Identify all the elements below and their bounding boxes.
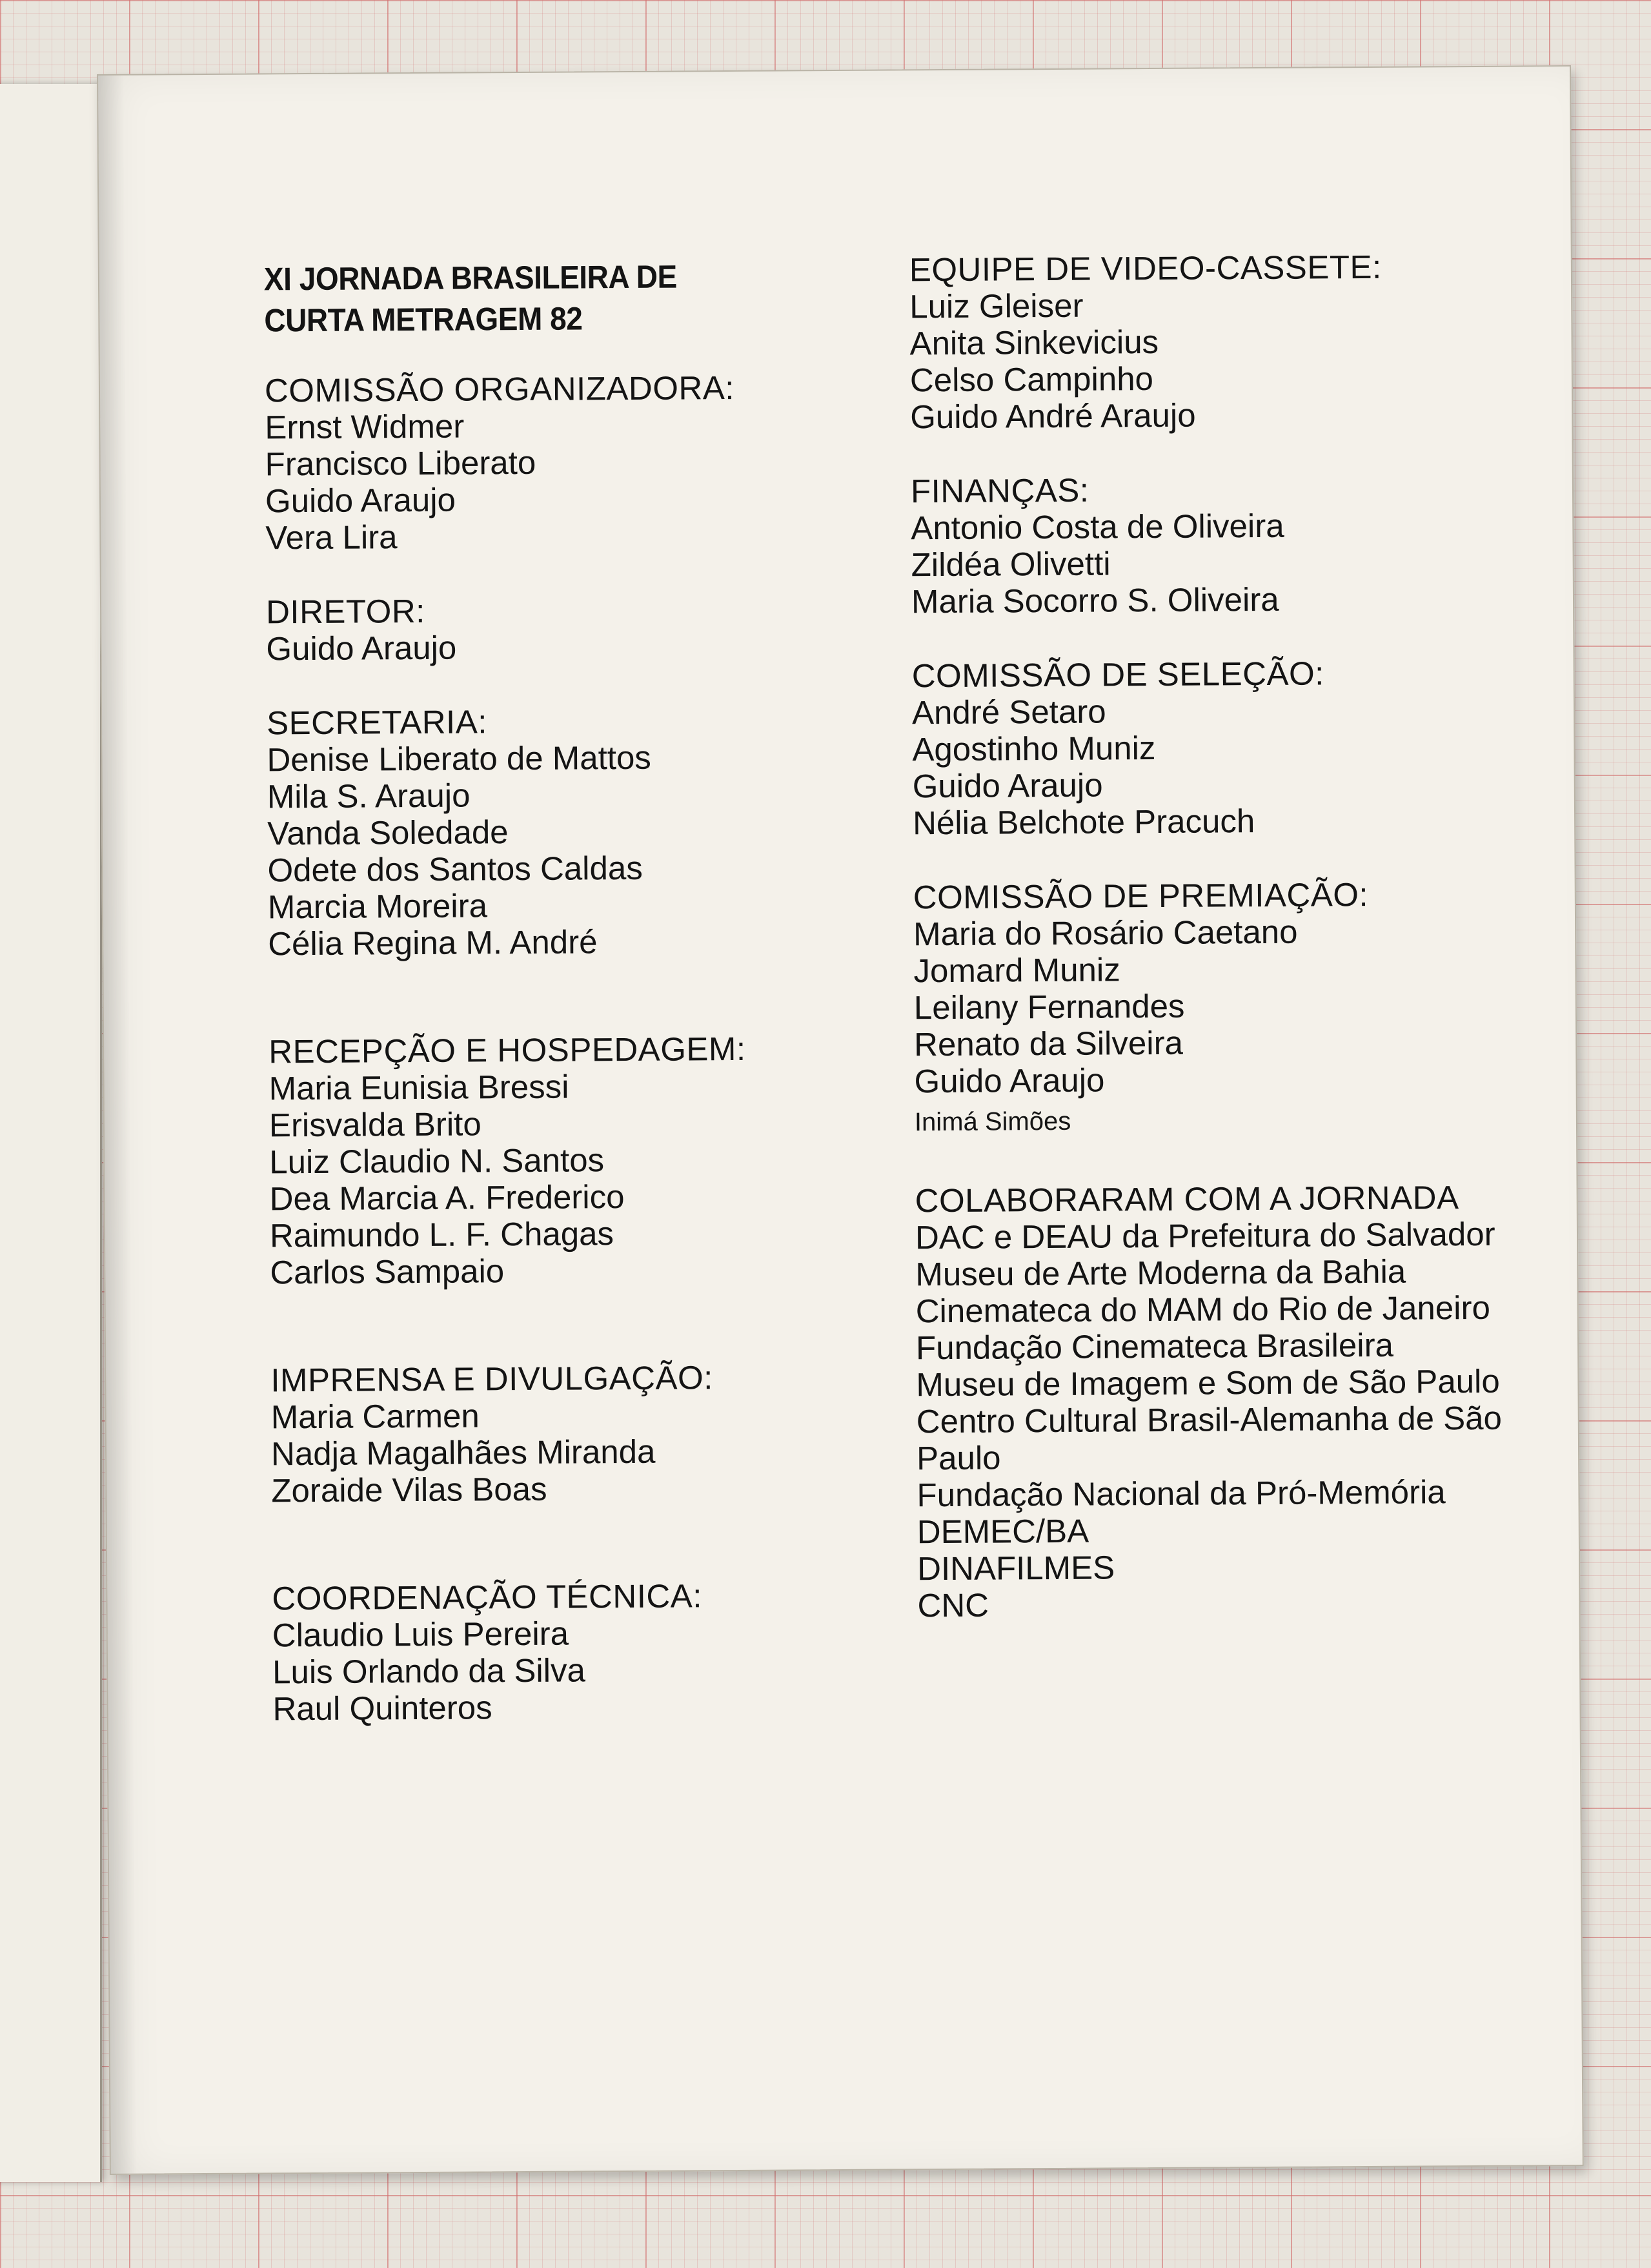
booklet-page <box>97 65 1584 2175</box>
title-line-1: XI JORNADA BRASILEIRA DE <box>263 258 677 298</box>
section-comissao-organizadora <box>265 369 879 557</box>
list-item: Vera Lira <box>265 518 398 557</box>
section-heading: DIRETOR: <box>265 592 426 631</box>
list-item: Guido André Araujo <box>910 396 1196 436</box>
list-item: Museu de Arte Moderna da Bahia <box>915 1252 1406 1293</box>
list-item: Renato da Silveira <box>914 1024 1184 1063</box>
list-item: Guido Araujo <box>266 629 457 668</box>
facing-page-edge <box>0 84 102 2182</box>
section-heading: RECEPÇÃO E HOSPEDAGEM: <box>268 1030 746 1070</box>
section-secretaria <box>267 701 881 963</box>
section-heading: EQUIPE DE VIDEO-CASSETE: <box>909 248 1382 289</box>
list-item: Maria do Rosário Caetano <box>913 913 1298 953</box>
list-item: Raimundo L. F. Chagas <box>269 1215 614 1254</box>
list-item: Guido Araujo <box>912 766 1103 805</box>
list-item: Odete dos Santos Caldas <box>267 849 643 889</box>
list-item: Fundação Nacional da Pró-Memória <box>917 1473 1446 1514</box>
title-line-2: CURTA METRAGEM 82 <box>264 300 583 339</box>
list-item: Mila S. Araujo <box>267 777 471 815</box>
list-item-handwritten-addition: Inimá Simões <box>914 1107 1071 1137</box>
section-comissao-selecao <box>912 654 1526 842</box>
list-item: Maria Eunisia Bressi <box>268 1068 569 1107</box>
section-colaboraram <box>915 1178 1531 1624</box>
section-coordenacao-tecnica <box>272 1577 886 1728</box>
list-item: Zoraide Vilas Boas <box>271 1470 547 1509</box>
list-item: Jomard Muniz <box>913 951 1120 990</box>
list-item: Luiz Claudio N. Santos <box>269 1141 605 1181</box>
section-heading: COMISSÃO DE PREMIAÇÃO: <box>913 875 1369 916</box>
list-item: Agostinho Muniz <box>912 729 1156 768</box>
section-heading: SECRETARIA: <box>266 703 488 742</box>
right-column <box>909 248 1531 1662</box>
page-title <box>264 255 829 341</box>
list-item: Fundação Cinemateca Brasileira <box>915 1326 1394 1367</box>
section-heading: IMPRENSA E DIVULGAÇÃO: <box>270 1359 714 1399</box>
list-item: Museu de Imagem e Som de São Paulo <box>916 1362 1500 1404</box>
list-item: DAC e DEAU da Prefeitura do Salvador <box>915 1215 1495 1256</box>
list-item: Claudio Luis Pereira <box>272 1615 569 1654</box>
list-item: Dea Marcia A. Frederico <box>269 1178 625 1218</box>
section-equipe-video-cassete <box>909 248 1524 436</box>
list-item: Nadja Magalhães Miranda <box>270 1433 656 1473</box>
left-column <box>264 255 886 1765</box>
list-item: Luiz Gleiser <box>909 287 1084 325</box>
list-item: Maria Socorro S. Oliveira <box>911 580 1279 620</box>
list-item: Luis Orlando da Silva <box>272 1651 586 1691</box>
section-heading: FINANÇAS: <box>910 471 1089 510</box>
list-item: Raul Quinteros <box>272 1689 492 1728</box>
list-item: Nélia Belchote Pracuch <box>912 802 1255 842</box>
section-comissao-premiacao <box>913 875 1528 1145</box>
list-item: Zildéa Olivetti <box>911 545 1111 584</box>
list-item: Denise Liberato de Mattos <box>267 739 651 779</box>
list-item: Marcia Moreira <box>267 887 488 926</box>
list-item: Celso Campinho <box>909 360 1154 399</box>
list-item: Maria Carmen <box>270 1397 480 1436</box>
list-item: Carlos Sampaio <box>270 1252 505 1291</box>
section-recepcao-hospedagem <box>268 1030 883 1291</box>
list-item: Ernst Widmer <box>265 407 465 446</box>
list-item: Francisco Liberato <box>265 444 536 483</box>
list-item: Cinemateca do MAM do Rio de Janeiro <box>915 1289 1490 1330</box>
section-heading: COORDENAÇÃO TÉCNICA: <box>272 1577 703 1617</box>
list-item: Guido Araujo <box>914 1061 1105 1100</box>
list-item: André Setaro <box>911 693 1106 731</box>
section-heading: COMISSÃO DE SELEÇÃO: <box>911 655 1325 695</box>
section-imprensa-divulgacao <box>270 1358 884 1509</box>
section-diretor <box>266 590 880 668</box>
list-item: CNC <box>917 1586 989 1624</box>
list-item: Erisvalda Brito <box>268 1105 481 1144</box>
list-item: Vanda Soledade <box>267 813 509 852</box>
list-item: Antonio Costa de Oliveira <box>911 507 1284 547</box>
list-item: Centro Cultural Brasil-Alemanha de São Paulo <box>916 1399 1503 1477</box>
list-item: Anita Sinkevicius <box>909 323 1159 362</box>
list-item: Leilany Fernandes <box>913 987 1185 1027</box>
list-item: Guido Araujo <box>265 481 456 520</box>
list-item: Célia Regina M. André <box>268 923 598 963</box>
section-heading: COLABORARAM COM A JORNADA <box>915 1179 1459 1220</box>
binding-shadow <box>98 76 137 2174</box>
list-item: DINAFILMES <box>917 1549 1115 1588</box>
section-financas <box>911 469 1524 620</box>
section-heading: COMISSÃO ORGANIZADORA: <box>264 369 735 409</box>
list-item: DEMEC/BA <box>917 1512 1089 1551</box>
